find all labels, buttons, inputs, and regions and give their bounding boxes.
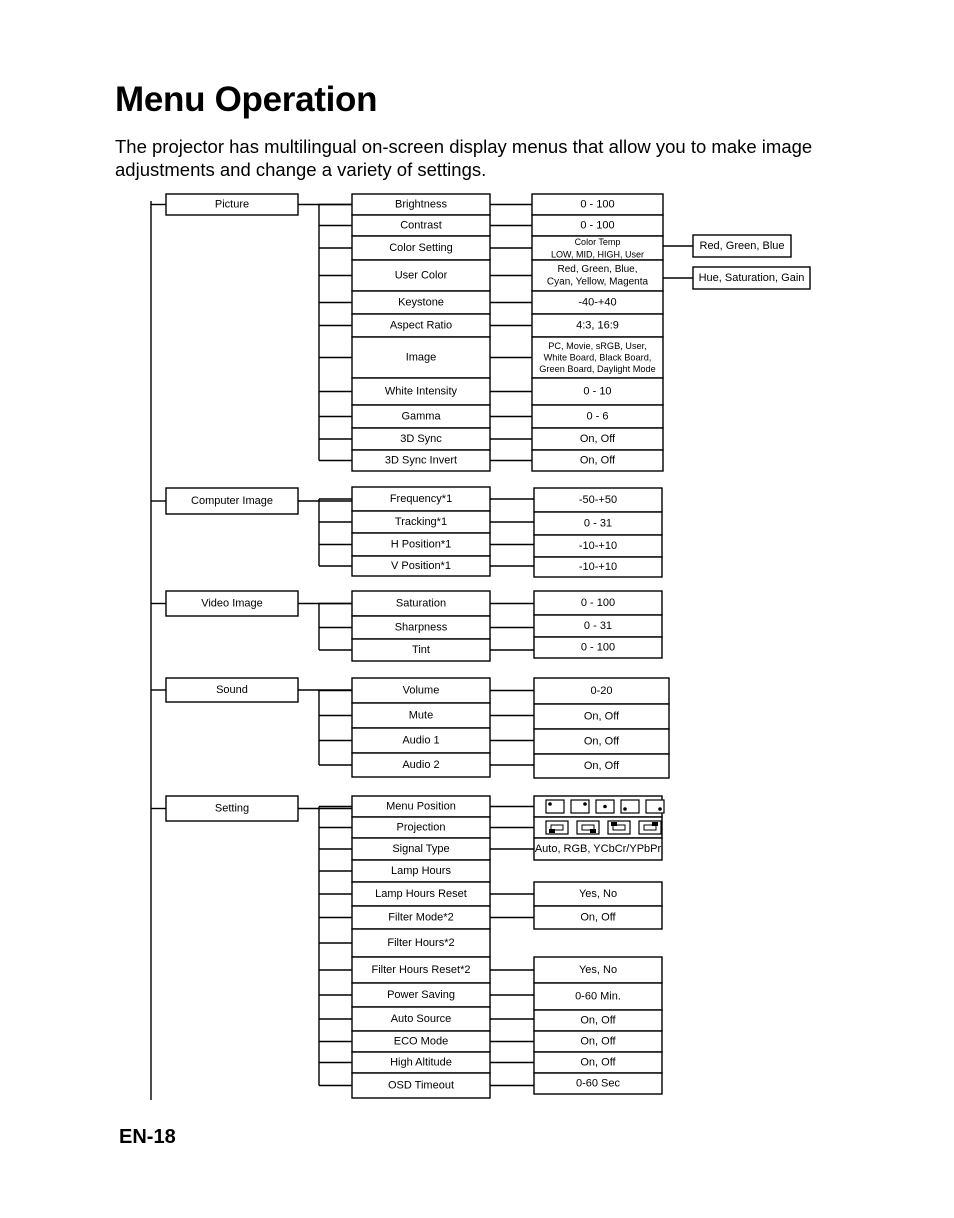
menu-item-label: Filter Hours*2	[387, 937, 455, 949]
value-text: 4:3, 16:9	[576, 319, 619, 332]
value-text: -10-+10	[578, 540, 618, 552]
value-text: 0 - 100	[580, 219, 615, 232]
value-text: Auto, RGB, YCbCr/YPbPr	[534, 843, 662, 855]
menu-item-label: Sharpness	[394, 621, 448, 634]
menu-item-label: Audio 1	[402, 734, 440, 747]
value-text: On, Off	[583, 760, 620, 772]
menu-item-label: 3D Sync	[400, 433, 442, 445]
osd-dot-icon	[548, 802, 552, 806]
value-text: 0 - 100	[580, 597, 616, 609]
menu-item-label: H Position*1	[390, 538, 452, 551]
value-text: On, Off	[580, 1014, 616, 1027]
osd-position-icon	[546, 800, 564, 813]
value-text: 0 - 100	[580, 641, 616, 654]
category-label: Sound	[216, 684, 248, 696]
menu-item-label: Auto Source	[390, 1013, 452, 1025]
value-text: On, Off	[580, 1056, 616, 1069]
menu-item-label: Tint	[412, 644, 430, 656]
osd-dot-icon	[603, 805, 607, 809]
menu-item-label: Lamp Hours	[391, 865, 451, 877]
menu-item-label: Color Setting	[389, 242, 453, 254]
value-text: PC, Movie, sRGB, User,	[548, 341, 647, 351]
value-text: 0 - 31	[583, 620, 613, 632]
projector-icon	[549, 829, 555, 833]
menu-item-label: Frequency*1	[389, 493, 453, 505]
menu-item-label: Brightness	[395, 198, 447, 211]
value-text: On, Off	[579, 433, 616, 445]
menu-item-label: Mute	[408, 709, 434, 722]
menu-item-label: Menu Position	[386, 800, 456, 813]
value-text: -50-+50	[578, 494, 618, 506]
osd-dot-icon	[623, 807, 627, 811]
value-text: LOW, MID, HIGH, User	[550, 249, 645, 260]
projector-icon	[652, 822, 658, 826]
value-text: On, Off	[583, 735, 620, 748]
menu-item-label: White Intensity	[384, 385, 458, 398]
value-text: 0 - 10	[583, 385, 612, 398]
menu-item-label: Projection	[396, 821, 446, 834]
menu-item-label: 3D Sync Invert	[384, 454, 458, 467]
value-text: Yes, No	[578, 964, 618, 976]
category-label: Computer Image	[191, 495, 273, 507]
category-label: Picture	[214, 198, 250, 211]
menu-item-label: Saturation	[395, 597, 447, 610]
menu-item-label: OSD Timeout	[387, 1079, 455, 1092]
category-label: Setting	[214, 802, 250, 815]
menu-item-label: User Color	[394, 269, 448, 282]
menu-item-label: Keystone	[398, 296, 444, 309]
intro-paragraph: The projector has multilingual on-screen display menus that allow you to make image adjustments and change a variety of settings.	[115, 136, 813, 180]
osd-position-icon	[646, 800, 664, 813]
value-text: White Board, Black Board,	[543, 352, 652, 363]
value-text: Red, Green, Blue,	[557, 263, 638, 275]
osd-dot-icon	[583, 802, 587, 806]
menu-item-label: Gamma	[401, 410, 441, 423]
value-text: 0 - 100	[580, 198, 615, 211]
value-text: -40-+40	[578, 296, 617, 309]
sub-value-text: Hue, Saturation, Gain	[698, 272, 805, 284]
value-text: Cyan, Yellow, Magenta	[546, 276, 649, 288]
value-text: -10-+10	[578, 561, 618, 573]
osd-dot-icon	[658, 807, 662, 811]
osd-position-icon	[621, 800, 639, 813]
menu-item-label: V Position*1	[391, 560, 451, 572]
menu-item-label: Tracking*1	[394, 516, 448, 528]
value-text: Green Board, Daylight Mode	[539, 364, 656, 374]
menu-item-label: ECO Mode	[393, 1035, 449, 1048]
value-text: On, Off	[580, 911, 616, 924]
value-text: 0 - 31	[583, 517, 613, 530]
value-text: 0 - 6	[586, 410, 609, 423]
menu-item-label: Aspect Ratio	[389, 319, 453, 332]
menu-item-label: Lamp Hours Reset	[375, 888, 467, 900]
value-text: On, Off	[580, 1035, 616, 1048]
osd-position-icon	[571, 800, 589, 813]
menu-item-label: Contrast	[400, 219, 442, 232]
menu-item-label: Image	[405, 351, 437, 364]
page-title: Menu Operation	[115, 80, 378, 119]
value-text: Color Temp	[574, 236, 621, 247]
value-text: 0-20	[590, 685, 613, 697]
menu-item-label: Filter Mode*2	[388, 911, 454, 924]
menu-item-label: Volume	[402, 684, 440, 697]
menu-item-label: Signal Type	[392, 843, 450, 855]
sub-value-text: Red, Green, Blue	[699, 240, 785, 252]
value-text: On, Off	[583, 710, 620, 723]
value-text: On, Off	[579, 454, 616, 467]
projector-icon	[611, 822, 617, 826]
menu-item-label: Filter Hours Reset*2	[371, 964, 471, 976]
value-text: Yes, No	[578, 888, 618, 900]
value-text: 0-60 Min.	[575, 990, 621, 1003]
menu-item-label: High Altitude	[390, 1056, 452, 1069]
category-label: Video Image	[201, 597, 263, 610]
value-text: 0-60 Sec	[575, 1077, 621, 1090]
menu-item-label: Power Saving	[387, 989, 455, 1001]
projector-icon	[590, 829, 596, 833]
page-number: EN-18	[119, 1126, 176, 1148]
menu-item-label: Audio 2	[402, 759, 440, 771]
